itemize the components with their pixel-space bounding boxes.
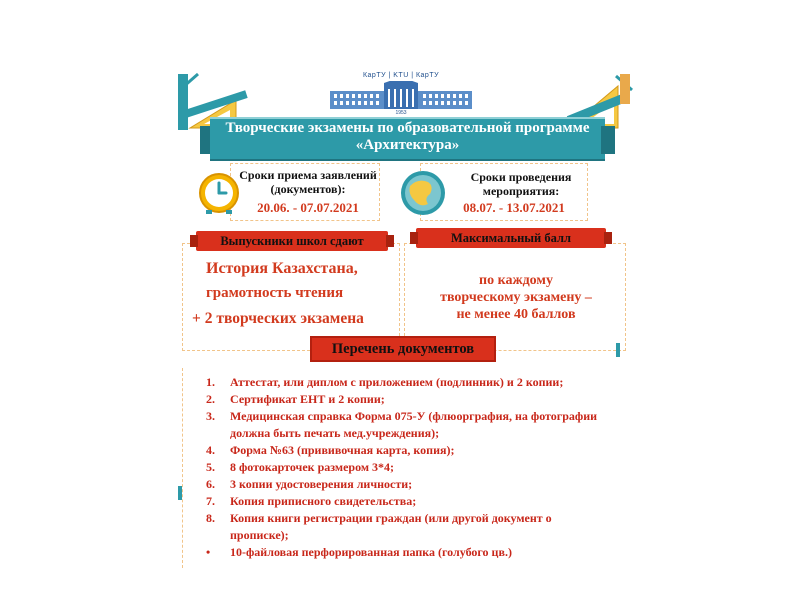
- document-item-number: 6.: [206, 477, 215, 491]
- max-score-header-text: Максимальный балл: [450, 231, 572, 245]
- document-item-text: Копия книги регистрации граждан (или другой документ о прописке);: [230, 511, 552, 542]
- graduates-header-text: Выпускники школ сдают: [220, 234, 364, 248]
- max-score-header: [416, 228, 606, 248]
- document-item-text: 8 фотокарточек размером 3*4;: [230, 460, 395, 474]
- event-dates: 08.07. - 13.07.2021: [463, 200, 565, 215]
- title-banner: [200, 117, 615, 161]
- graduates-line1: История Казахстана,: [206, 260, 358, 277]
- document-item-number: 8.: [206, 511, 215, 525]
- document-item-text: Медицинская справка Форма 075-У (флюорграфия, на фотографии должна быть печать мед.учреждения);: [230, 409, 598, 440]
- graduates-line2: грамотность чтения: [206, 285, 344, 301]
- document-item-text: Копия приписного свидетельства;: [230, 494, 417, 508]
- max-score-line3: не менее 40 баллов: [456, 307, 576, 322]
- document-item: [196, 544, 606, 561]
- document-item-number: •: [206, 545, 211, 559]
- documents-header: Перечень документов: [310, 336, 496, 362]
- document-item-number: 1.: [206, 375, 215, 389]
- graduates-header: [196, 231, 388, 251]
- document-item-number: 7.: [206, 494, 215, 508]
- clock-icon: [196, 170, 242, 221]
- document-item-number: 2.: [206, 392, 215, 406]
- applications-dates: 20.06. - 07.07.2021: [257, 200, 359, 215]
- logo-text: КарТУ | KTU | КарТУ: [362, 72, 440, 79]
- document-item-number: 5.: [206, 460, 215, 474]
- document-item: [196, 374, 606, 391]
- teal-accent-bar: [616, 343, 620, 357]
- graduates-line3: + 2 творческих экзамена: [192, 310, 364, 327]
- document-item: [196, 510, 606, 544]
- document-item: [196, 476, 606, 493]
- document-item-text: 3 копии удостоверения личности;: [230, 477, 413, 491]
- max-score-line1: по каждому: [479, 273, 553, 288]
- building-icon: [328, 81, 474, 111]
- document-item-text: 10-файловая перфорированная папка (голубого цв.): [230, 545, 512, 559]
- page-title: Творческие экзамены по образовательной программе «Архитектура»: [225, 120, 590, 153]
- document-item: [196, 408, 606, 442]
- university-logo: [318, 72, 484, 118]
- document-item-text: Аттестат, или диплом с приложением (подлинник) и 2 копии;: [230, 375, 564, 389]
- document-item-number: 4.: [206, 443, 215, 457]
- applications-label: Сроки приема заявлений (документов):: [239, 168, 377, 196]
- teal-accent-bar: [178, 486, 182, 500]
- documents-list: [196, 374, 606, 561]
- document-item-number: 3.: [206, 409, 215, 423]
- document-item-text: Форма №63 (прививочная карта, копия);: [230, 443, 455, 457]
- document-item: [196, 493, 606, 510]
- document-item: [196, 459, 606, 476]
- event-label: Сроки проведения мероприятия:: [470, 170, 572, 198]
- document-item: [196, 442, 606, 459]
- logo-year: 1953: [395, 110, 407, 116]
- max-score-line2: творческому экзамену –: [440, 290, 592, 305]
- document-item-text: Сертификат ЕНТ и 2 копии;: [230, 392, 385, 406]
- document-item: [196, 391, 606, 408]
